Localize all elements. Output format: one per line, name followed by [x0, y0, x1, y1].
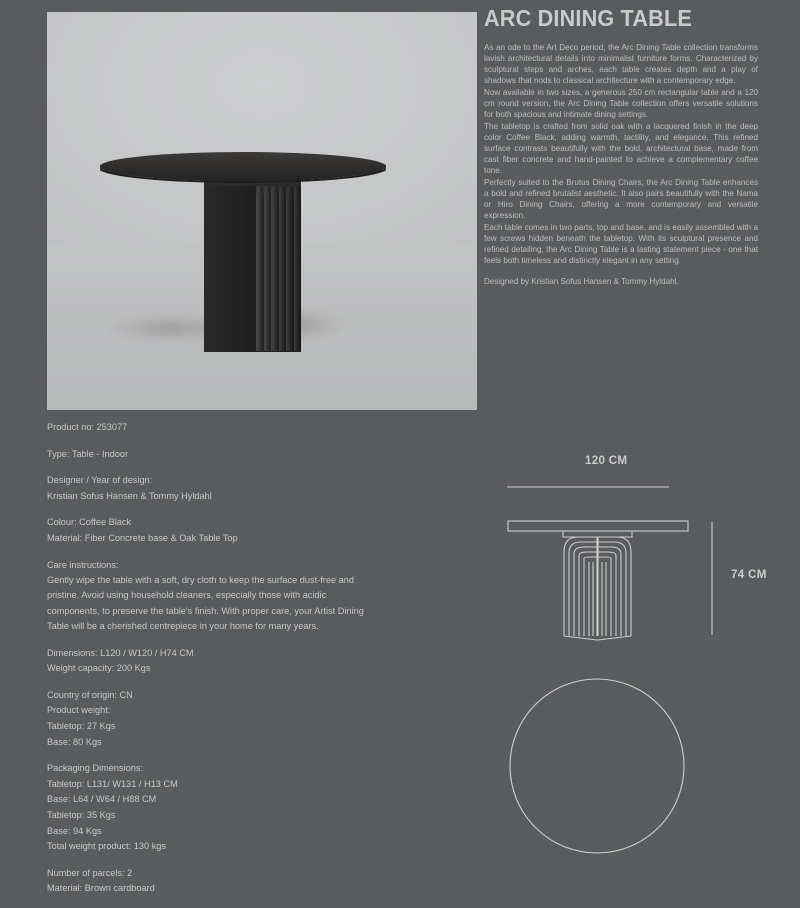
packaging-base-weight: Base: 94 Kgs	[47, 825, 102, 836]
product-weight-heading: Product weight:	[47, 705, 111, 716]
description-paragraph: Each table comes in two parts, top and base, and is easily assembled with a few screws hidden beneath the tabletop. With its sculptural presence and refined detailing, the Arc Dining Table is a lasting statement piece - one that feels both timeless and distinctly elegant in any setting.	[484, 222, 758, 265]
description-paragraph: As an ode to the Art Deco period, the Arc Dining Table collection transforms lavish architectural details into minimalist furniture forms. Characterized by sculptural steps and arches, each table creates depth and a play of shadows that nods to classical architecture with a contemporary edge.	[484, 43, 758, 86]
base-flute	[294, 182, 301, 352]
description-paragraph: Now available in two sizes, a generous 250 cm rectangular table and a 120 cm round version, the Arc Dining Table collection offers versatile solutions for both spacious and intimate dining settings.	[484, 88, 758, 120]
description-paragraph: The tabletop is crafted from solid oak with a lacquered finish in the deep color Coffee Black, adding warmth, tactility, and elegance. This refined surface contrasts beautifully with the bold, architectural base, made from cast fiber concrete and hand-painted to achieve a complementary coffee tone.	[484, 121, 758, 176]
designer-names: Kristian Sofus Hansen & Tommy Hyldahl	[47, 490, 212, 501]
packaging-tabletop-weight: Tabletop: 35 Kgs	[47, 809, 116, 820]
height-dimension-label: 74 CM	[731, 568, 767, 581]
base-flute	[271, 182, 278, 352]
dimensions-value: Dimensions: L120 / W120 / H74 CM	[47, 647, 194, 658]
designer-heading: Designer / Year of design:	[47, 475, 153, 486]
colour-value: Colour: Coffee Black	[47, 517, 132, 528]
care-body: Gently wipe the table with a soft, dry cloth to keep the surface dust-free and pristine. Avoid using household cleaners, especially those with acidic components, to preserve the table's finish. With proper care, your Artist Dining Table will be a cherished centrepiece in your home for many years.	[47, 574, 364, 632]
tabletop-plan-circle	[510, 679, 684, 853]
country-of-origin: Country of origin: CN	[47, 689, 133, 700]
spec-block-origin	[47, 688, 387, 750]
spec-block-packaging	[47, 761, 387, 855]
base-floor-line	[564, 636, 631, 640]
spec-block-designer	[47, 473, 387, 504]
spec-block-finish	[47, 515, 387, 546]
base-arch-right-4	[598, 552, 616, 636]
width-dimension-label: 120 CM	[585, 454, 628, 467]
base-collar-profile	[563, 531, 632, 537]
product-number: Product no: 253077	[47, 422, 128, 432]
description-paragraph: Perfectly suited to the Brutus Dining Chairs, the Arc Dining Table enhances a bold and refined brutalist aesthetic. It also pairs beautifully with the Nama or Hiro Dining Chairs, offering a more contemporary and versatile expression.	[484, 177, 758, 221]
packaging-heading: Packaging Dimensions:	[47, 763, 144, 774]
base-flute	[279, 182, 286, 352]
packaging-tabletop-dims: Tabletop: L131/ W131 / H13 CM	[47, 778, 178, 789]
base-flute	[286, 182, 293, 352]
page-title: ARC DINING TABLE	[484, 5, 692, 31]
spec-block-care	[47, 558, 387, 635]
specifications-column	[47, 420, 387, 908]
care-heading: Care instructions:	[47, 559, 119, 570]
tabletop-profile	[508, 521, 688, 531]
spec-block-parcels	[47, 866, 387, 897]
number-of-parcels: Number of parcels: 2	[47, 867, 133, 878]
base-weight: Base: 80 Kgs	[47, 736, 102, 747]
packaging-total-weight: Total weight product: 130 kgs	[47, 841, 166, 852]
technical-drawings	[484, 440, 784, 900]
designer-credit: Designed by Kristian Sofus Hansen & Tommy Hyldahl.	[484, 277, 679, 287]
base-arch-left-5	[584, 557, 597, 636]
base-flute	[256, 182, 263, 352]
table-pedestal-base	[204, 177, 301, 352]
base-front-face	[204, 177, 258, 352]
base-arch-left-4	[579, 552, 597, 636]
product-type: Type: Table - Indoor	[47, 448, 129, 459]
base-flutes	[256, 182, 301, 352]
spec-block-dimensions	[47, 646, 387, 677]
description-column	[484, 6, 758, 295]
base-flute	[264, 182, 271, 352]
material-value: Material: Fiber Concrete base & Oak Table Top	[47, 532, 238, 543]
packaging-base-dims: Base: L64 / W64 / H88 CM	[47, 794, 157, 805]
weight-capacity-value: Weight capacity: 200 Kgs	[47, 663, 151, 674]
base-arch-right-5	[598, 557, 611, 636]
parcel-material: Material: Brown cardboard	[47, 883, 155, 894]
tabletop-surface	[100, 152, 386, 181]
tabletop-weight: Tabletop: 27 Kgs	[47, 720, 116, 731]
spec-block-identity	[47, 420, 387, 436]
technical-drawing-svg	[484, 440, 784, 900]
product-photo	[47, 12, 477, 410]
spec-block-type	[47, 447, 387, 463]
